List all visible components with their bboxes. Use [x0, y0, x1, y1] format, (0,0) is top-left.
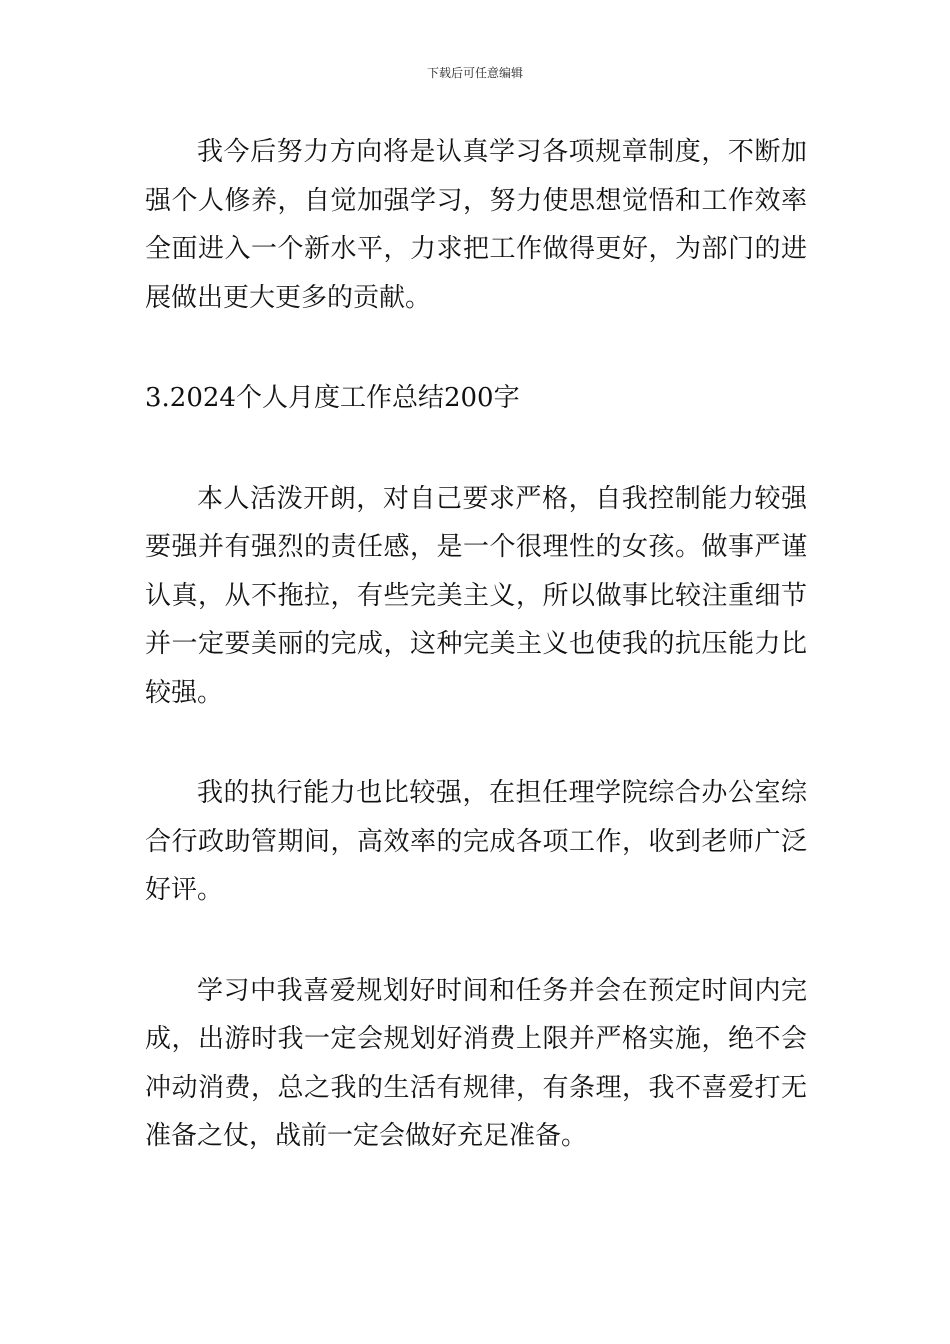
paragraph-1: 我今后努力方向将是认真学习各项规章制度，不断加强个人修养，自觉加强学习，努力使思想觉悟和工作效率全面进入一个新水平，力求把工作做得更好，为部门的进展做出更大更多的贡献。 — [145, 137, 807, 313]
paragraph-3: 我的执行能力也比较强，在担任理学院综合办公室综合行政助管期间，高效率的完成各项工作，收到老师广泛好评。 — [145, 778, 807, 905]
header-note: 下载后可任意编辑 — [426, 66, 523, 80]
document-body — [145, 128, 807, 1161]
paragraph-2: 本人活泼开朗，对自己要求严格，自我控制能力较强要强并有强烈的责任感，是一个很理性的女孩。做事严谨认真，从不拖拉，有些完美主义，所以做事比较注重细节并一定要美丽的完成，这种完美主义也使我的抗压能力比较强。 — [145, 483, 807, 708]
section-heading: 3.2024个人月度工作总结200字 — [145, 383, 520, 413]
paragraph-4: 学习中我喜爱规划好时间和任务并会在预定时间内完成，出游时我一定会规划好消费上限并严格实施，绝不会冲动消费，总之我的生活有规律，有条理，我不喜爱打无准备之仗，战前一定会做好充足准备。 — [145, 975, 807, 1151]
